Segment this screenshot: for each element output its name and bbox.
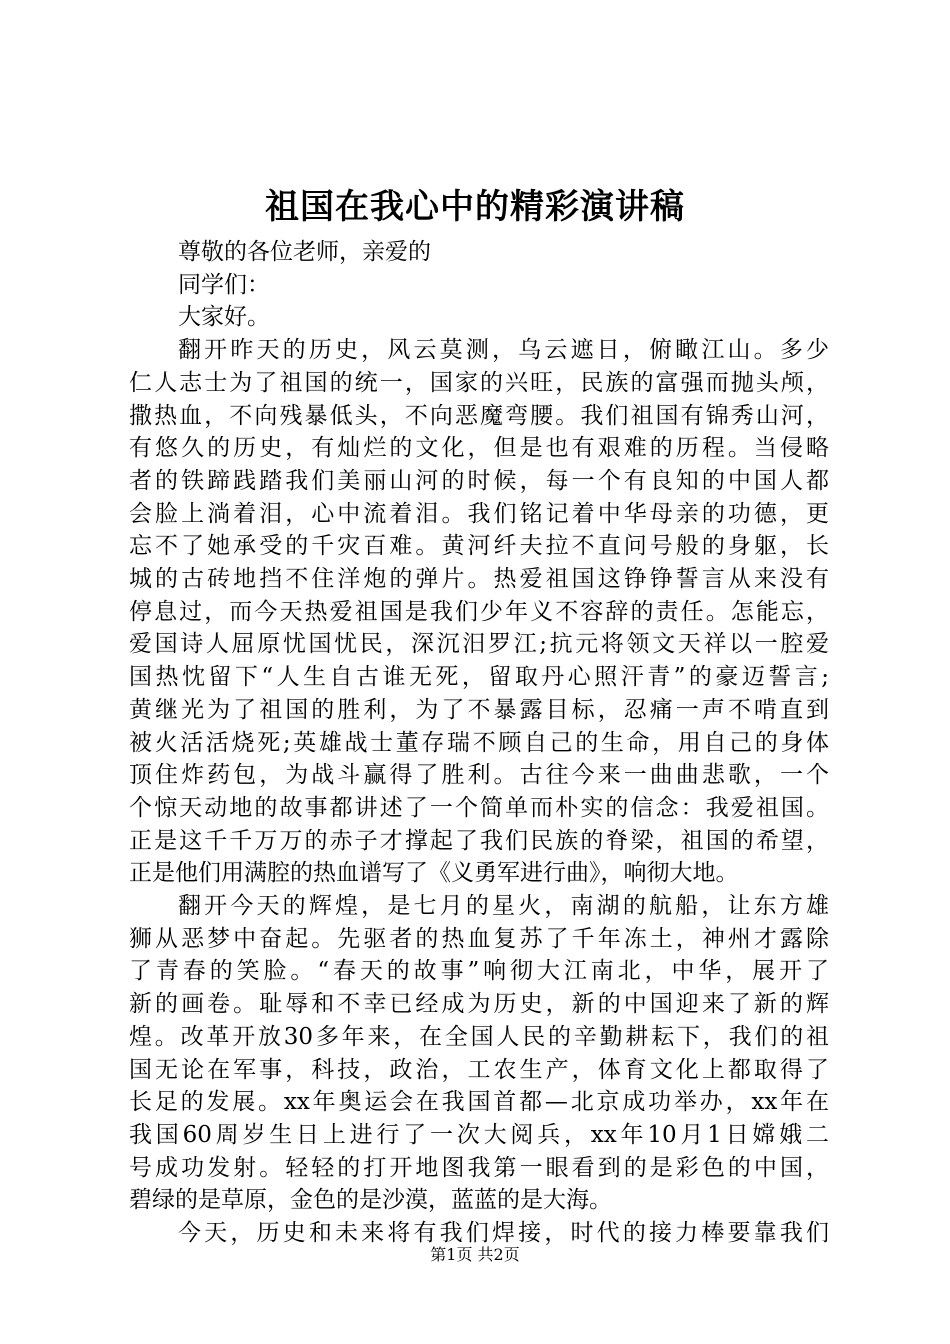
text-line: 有悠久的历史，有灿烂的文化，但是也有艰难的历程。当侵略 [129,435,829,462]
text-line: 仁人志士为了祖国的统一，国家的兴旺，民族的富强而抛头颅， [129,369,829,396]
text-line: 狮从恶梦中奋起。先驱者的热血复苏了千年冻土，神州才露除 [129,925,829,952]
text-line: 个惊天动地的故事都讲述了一个简单而朴实的信念：我爱祖国。 [129,794,829,821]
text-line: 爱国诗人屈原忧国忧民，深沉汨罗江;抗元将领文天祥以一腔爱 [129,631,829,658]
text-line: 停息过，而今天热爱祖国是我们少年义不容辞的责任。怎能忘， [129,598,829,625]
text-line: 顶住炸药包，为战斗赢得了胜利。古往今来一曲曲悲歌，一个 [129,762,829,789]
greeting-line: 大家好。 [178,304,270,331]
text-line: 城的古砖地挡不住洋炮的弹片。热爱祖国这铮铮誓言从来没有 [129,566,829,593]
text-line: 翻开今天的辉煌，是七月的星火，南湖的航船，让东方雄 [178,893,829,920]
text-line: 号成功发射。轻轻的打开地图我第一眼看到的是彩色的中国， [129,1154,829,1181]
text-line: 撒热血，不向残暴低头，不向恶魔弯腰。我们祖国有锦秀山河， [129,402,829,429]
greeting-line: 尊敬的各位老师，亲爱的 [178,239,431,265]
text-line: 煌。改革开放30多年来，在全国人民的辛勤耕耘下，我们的祖 [129,1023,829,1050]
text-line: 长足的发展。xx年奥运会在我国首都—北京成功举办，xx年在 [129,1089,829,1116]
greeting-line: 同学们： [178,271,270,298]
document-body [129,236,829,1250]
text-line: 翻开昨天的历史，风云莫测，乌云遮日，俯瞰江山。多少 [178,337,829,364]
page-footer: 第1页 共2页 [430,1245,520,1264]
text-line: 忘不了她承受的千灾百难。黄河纤夫拉不直问号般的身躯，长 [129,533,829,560]
greeting [129,236,829,334]
text-line: 我国60周岁生日上进行了一次大阅兵，xx年10月1日嫦娥二 [129,1121,829,1148]
text-line: 国热忱留下“人生自古谁无死，留取丹心照汗青”的豪迈誓言; [129,664,829,691]
text-line: 者的铁蹄践踏我们美丽山河的时候，每一个有良知的中国人都 [129,467,829,494]
text-line: 正是这千千万万的赤子才撑起了我们民族的脊梁，祖国的希望， [129,827,829,854]
document-title: 祖国在我心中的精彩演讲稿 [265,187,685,227]
text-line: 会脸上淌着泪，心中流着泪。我们铭记着中华母亲的功德，更 [129,500,829,527]
text-line: 新的画卷。耻辱和不幸已经成为历史，新的中国迎来了新的辉 [129,991,829,1018]
paragraph-history [129,334,829,890]
text-line: 碧绿的是草原，金色的是沙漠，蓝蓝的是大海。 [129,1187,612,1214]
text-line: 被火活活烧死;英雄战士董存瑞不顾自己的生命，用自己的身体 [129,729,829,756]
text-line: 黄继光为了祖国的胜利，为了不暴露目标，忍痛一声不啃直到 [129,696,829,723]
text-line: 国无论在军事，科技，政治，工农生产，体育文化上都取得了 [129,1056,829,1083]
paragraph-today [129,890,829,1217]
text-line: 今天，历史和未来将有我们焊接，时代的接力棒要靠我们 [178,1220,829,1247]
text-line: 了青春的笑脸。“春天的故事”响彻大江南北，中华，展开了 [129,958,829,985]
text-line: 正是他们用满腔的热血谱写了《义勇军进行曲》，响彻大地。 [129,860,739,887]
